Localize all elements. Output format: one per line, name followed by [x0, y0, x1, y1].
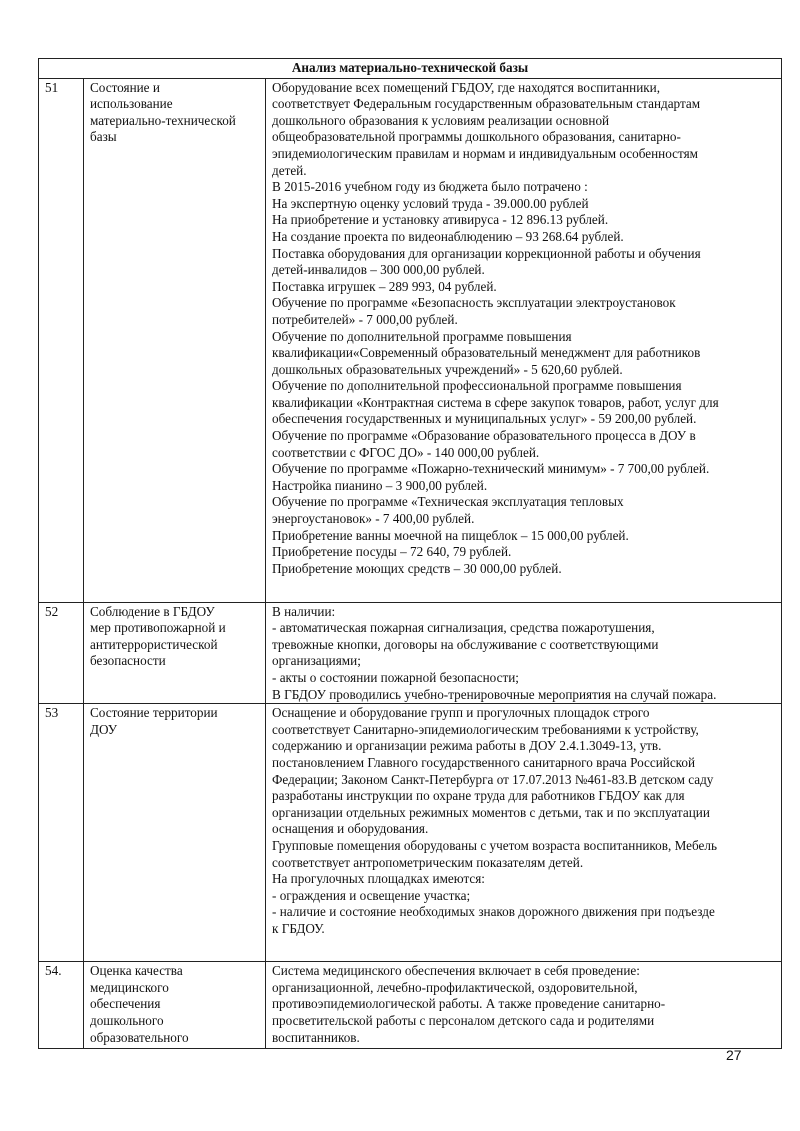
row-content-line: Обучение по программе «Пожарно-технический минимум» - 7 700,00 рублей. — [272, 461, 710, 477]
table-row — [39, 602, 782, 704]
row-content-line: оснащения и оборудования. — [272, 821, 429, 837]
row-content-line: разработаны инструкции по охране труда для работников ГБДОУ как для — [272, 788, 685, 804]
row-title-line: Соблюдение в ГБДОУ — [90, 603, 215, 619]
row-number: 52 — [39, 602, 84, 704]
row-content — [266, 78, 782, 602]
row-content-line: В ГБДОУ проводились учебно-тренировочные мероприятия на случай пожара. — [272, 686, 717, 702]
row-title-line: ДОУ — [90, 721, 118, 737]
row-title-line: мер противопожарной и — [90, 620, 226, 636]
row-content-line: Обучение по программе «Образование образовательного процесса в ДОУ в — [272, 428, 696, 444]
row-number: 51 — [39, 78, 84, 602]
row-title — [84, 602, 266, 704]
row-content — [266, 602, 782, 704]
row-content-line: На приобретение и установку ативируса - 12 896.13 рублей. — [272, 212, 609, 228]
row-content — [266, 962, 782, 1049]
row-content-line: к ГБДОУ. — [272, 920, 325, 936]
row-content-line: эпидемиологическим правилам и нормам и индивидуальным особенностям — [272, 145, 699, 161]
row-content-line: постановлением Главного государственного санитарного врача Российской — [272, 754, 696, 770]
row-title — [84, 78, 266, 602]
row-content-line: Федерации; Законом Санкт-Петербурга от 17.07.2013 №461-83.В детском саду — [272, 771, 714, 787]
row-title-line: обеспечения — [90, 996, 161, 1012]
row-content-line: противоэпидемиологической работы. А также проведение санитарно- — [272, 996, 666, 1012]
row-content-line: содержанию и организации режима работы в ДОУ 2.4.1.3049-13, утв. — [272, 738, 662, 754]
row-content-line: - наличие и состояние необходимых знаков дорожного движения при подъезде — [272, 904, 715, 920]
row-content-line: Оборудование всех помещений ГБДОУ, где находятся воспитанники, — [272, 79, 661, 95]
row-title-line: Состояние и — [90, 79, 160, 95]
table-row — [39, 78, 782, 602]
row-content-line: детей. — [272, 162, 307, 178]
row-content-line: - акты о состоянии пожарной безопасности; — [272, 669, 519, 685]
row-content-line: На экспертную оценку условий труда - 39.000.00 рублей — [272, 195, 589, 211]
row-title-line: дошкольного — [90, 1012, 164, 1028]
row-content-line: квалификации«Современный образовательный менеджмент для работников — [272, 345, 701, 361]
row-number: 54. — [39, 962, 84, 1049]
row-content-line: Групповые помещения оборудованы с учетом возраста воспитанников, Мебель — [272, 837, 717, 853]
row-content-line: просветительской работы с персоналом детского сада и родителями — [272, 1012, 655, 1028]
row-content-line: детей-инвалидов – 300 000,00 рублей. — [272, 262, 485, 278]
row-content-line: квалификации «Контрактная система в сфере закупок товаров, работ, услуг для — [272, 394, 719, 410]
table-header-row — [39, 59, 782, 79]
row-content-line: соответствует антропометрическим показателям детей. — [272, 854, 584, 870]
analysis-table — [38, 58, 782, 1049]
row-content-line: Обучение по программе «Техническая эксплуатация тепловых — [272, 494, 624, 510]
row-content-line: На прогулочных площадках имеются: — [272, 871, 485, 887]
table-header: Анализ материально-технической базы — [39, 59, 782, 79]
row-content-line: Настройка пианино – 3 900,00 рублей. — [272, 477, 488, 493]
row-content-line: В 2015-2016 учебном году из бюджета было потрачено : — [272, 179, 588, 195]
row-content-line: Обучение по программе «Безопасность эксплуатации электроустановок — [272, 295, 676, 311]
table-row — [39, 704, 782, 962]
row-content-line: Приобретение ванны моечной на пищеблок – 15 000,00 рублей. — [272, 527, 629, 543]
row-content-line: обеспечения государственных и муниципальных услуг» - 59 200,00 рублей. — [272, 411, 697, 427]
row-content-line: Поставка оборудования для организации коррекционной работы и обучения — [272, 245, 701, 261]
row-content-line: организации отдельных режимных моментов с детьми, так и по эксплуатации — [272, 804, 710, 820]
row-content-line: энергоустановок» - 7 400,00 рублей. — [272, 511, 475, 527]
row-content-line: Приобретение моющих средств – 30 000,00 рублей. — [272, 560, 562, 576]
row-content-line: Обучение по дополнительной программе повышения — [272, 328, 572, 344]
row-content-line: В наличии: — [272, 603, 336, 619]
row-content-line: Система медицинского обеспечения включает в себя проведение: — [272, 963, 640, 979]
row-content-line: соответствует Федеральным государственным образовательным стандартам — [272, 96, 701, 112]
row-content-line: организационной, лечебно-профилактической, оздоровительной, — [272, 979, 638, 995]
row-title-line: материально-технической — [90, 112, 236, 128]
row-content-line: воспитанников. — [272, 1029, 360, 1045]
row-title-line: образовательного — [90, 1029, 189, 1045]
row-title-line: безопасности — [90, 653, 166, 669]
row-content-line: дошкольных образовательных учреждений» - 5 620,60 рублей. — [272, 361, 623, 377]
row-title-line: антитеррористической — [90, 636, 218, 652]
row-title-line: Оценка качества — [90, 963, 183, 979]
row-content-line: дошкольного образования к условиям реализации основной — [272, 112, 610, 128]
row-content-line: потребителей» - 7 000,00 рублей. — [272, 311, 458, 327]
row-content-line: Приобретение посуды – 72 640, 79 рублей. — [272, 544, 512, 560]
row-title-line: использование — [90, 96, 173, 112]
page-number: 27 — [726, 1047, 742, 1063]
row-content-line: - ограждения и освещение участка; — [272, 887, 471, 903]
row-content-line: организациями; — [272, 653, 361, 669]
row-content-line: Поставка игрушек – 289 993, 04 рублей. — [272, 278, 497, 294]
row-title-line: базы — [90, 129, 117, 145]
row-content-line: соответствии с ФГОС ДО» - 140 000,00 рублей. — [272, 444, 540, 460]
row-title-line: медицинского — [90, 979, 169, 995]
row-content — [266, 704, 782, 962]
row-title-line: Состояние территории — [90, 705, 218, 721]
row-title — [84, 704, 266, 962]
row-title — [84, 962, 266, 1049]
table-row — [39, 962, 782, 1049]
row-content-line: - автоматическая пожарная сигнализация, средства пожаротушения, — [272, 620, 655, 636]
row-content-line: Обучение по дополнительной профессиональной программе повышения — [272, 378, 682, 394]
document-page — [38, 58, 781, 1049]
row-number: 53 — [39, 704, 84, 962]
row-content-line: На создание проекта по видеонаблюдению – 93 268.64 рублей. — [272, 228, 624, 244]
row-content-line: тревожные кнопки, договоры на обслуживание с соответствующими — [272, 636, 659, 652]
row-content-line: общеобразовательной программы дошкольного образования, санитарно- — [272, 129, 681, 145]
row-content-line: Оснащение и оборудование групп и прогулочных площадок строго — [272, 705, 650, 721]
row-content-line: соответствует Санитарно-эпидемиологическим требованиями к устройству, — [272, 721, 699, 737]
